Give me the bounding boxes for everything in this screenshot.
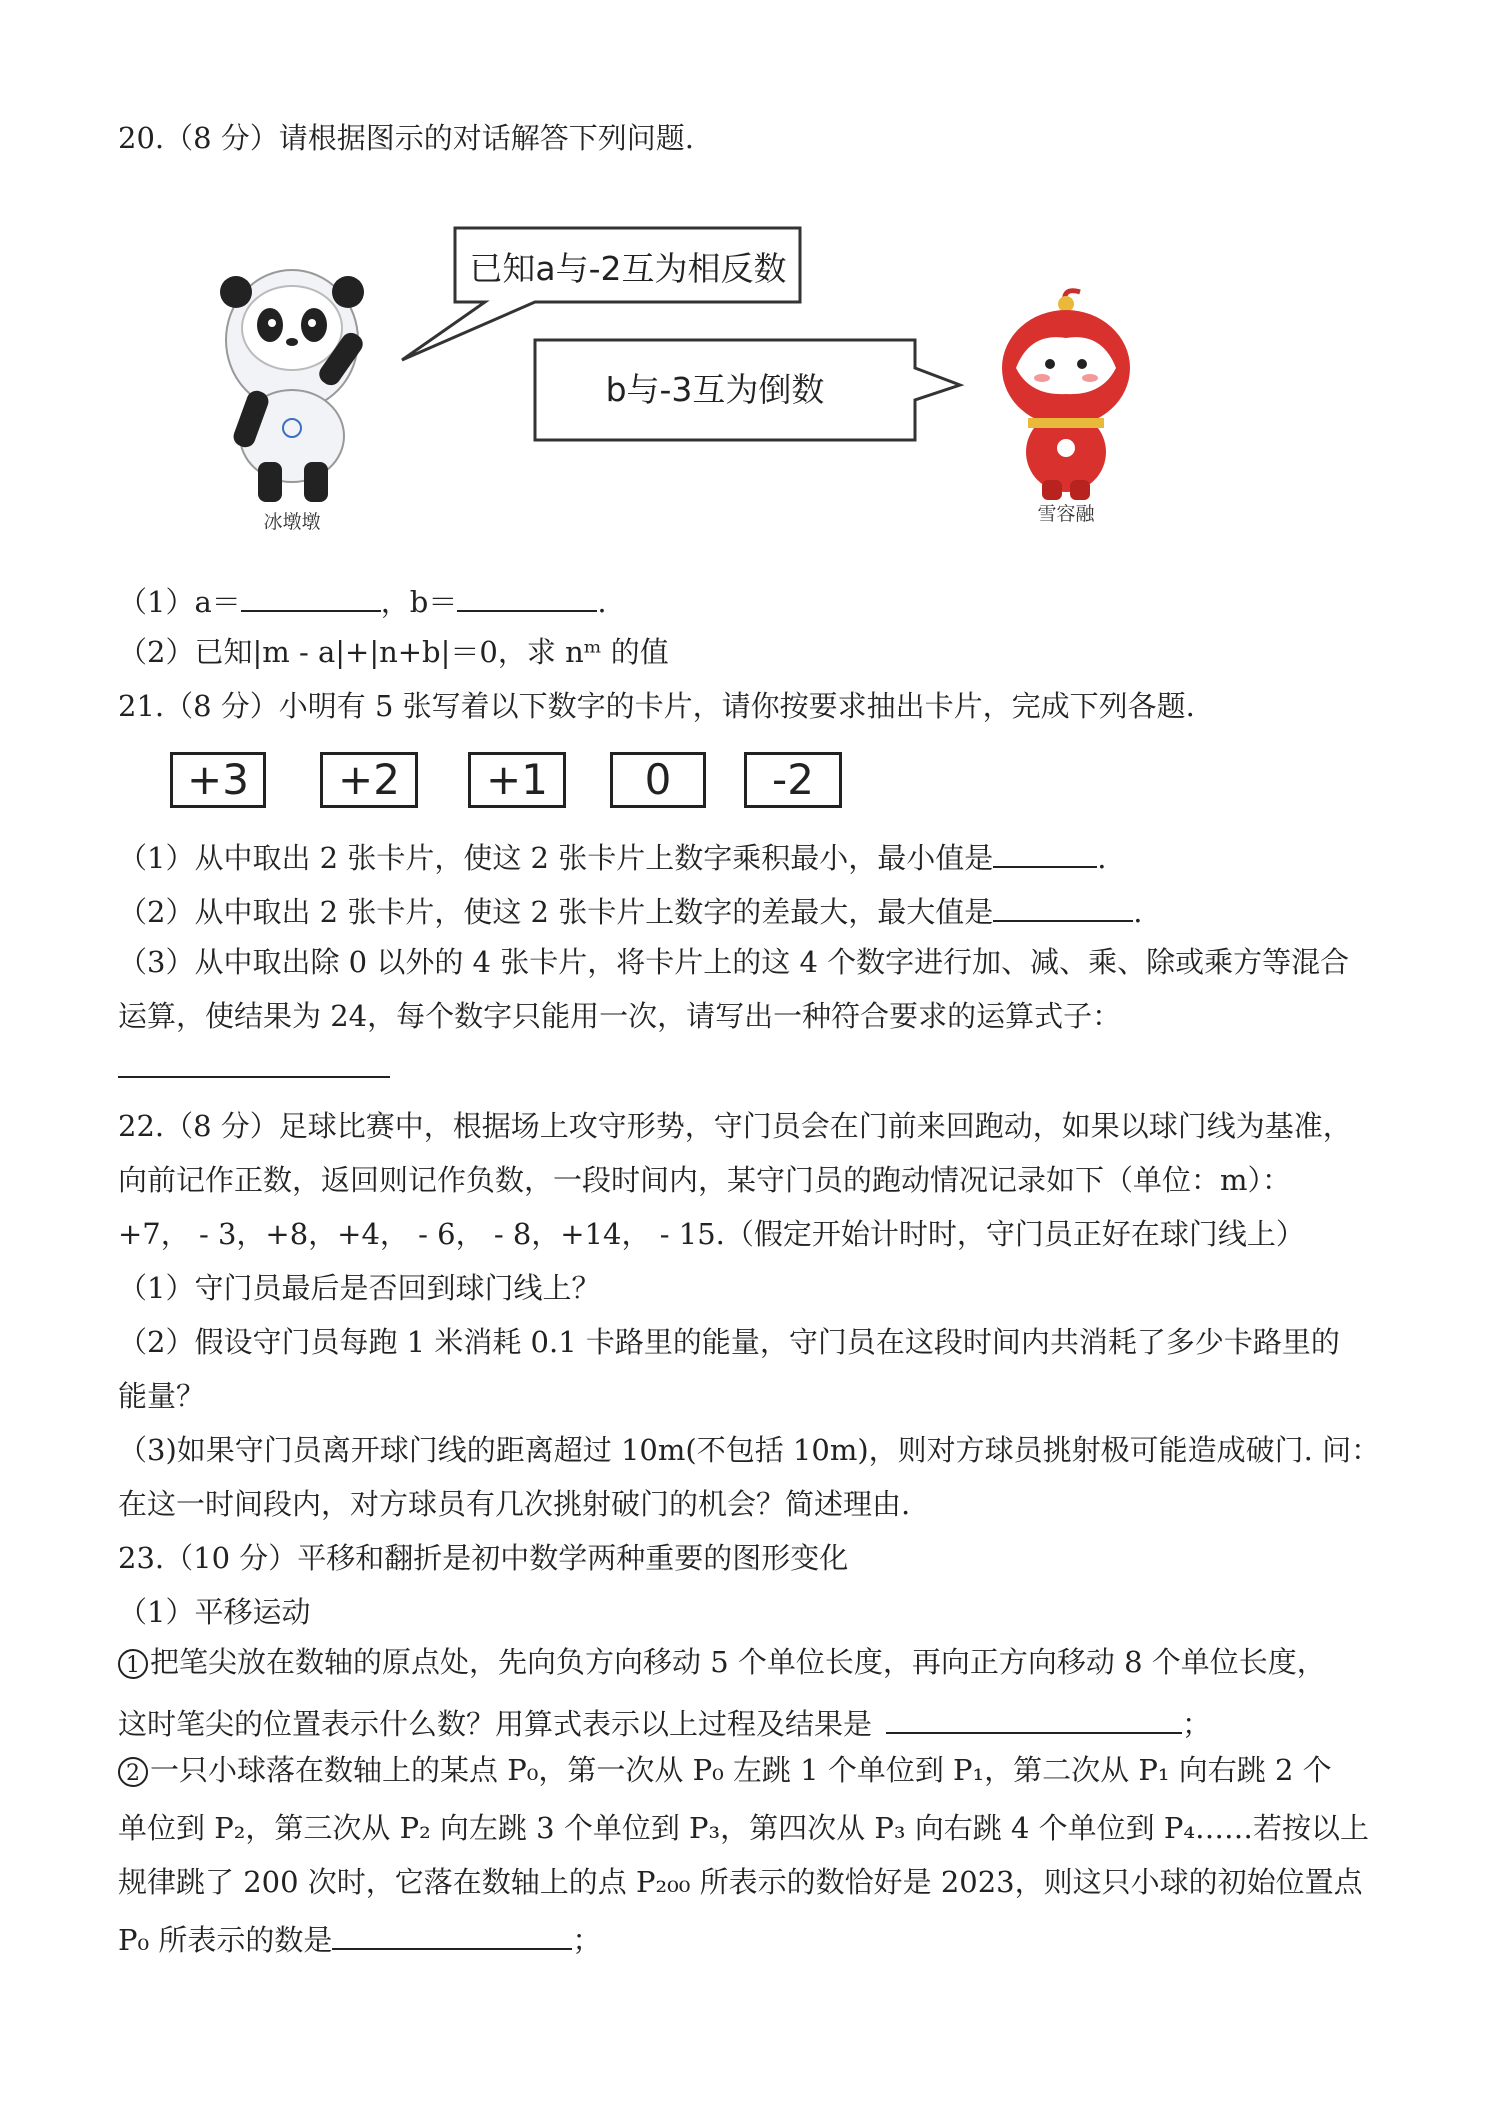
q21-part3-line1: （3）从中取出除 0 以外的 4 张卡片，将卡片上的这 4 个数字进行加、减、乘、除或乘方等混合 [118, 945, 1350, 979]
circled-number-1: 1 [118, 1649, 148, 1679]
q21-part2: （2）从中取出 2 张卡片，使这 2 张卡片上数字的差最大，最大值是 . [118, 895, 1143, 929]
q22-part1: （1）守门员最后是否回到球门线上？ [118, 1271, 601, 1305]
q22-part2-line2: 能量？ [118, 1379, 206, 1413]
q22-record: +7， - 3，+8，+4， - 6， - 8，+14， - 15.（假定开始计时时，守门员正好在球门线上） [118, 1217, 1305, 1251]
card-plus-3: +3 [170, 752, 266, 808]
q23-c1-line1: 1 把笔尖放在数轴的原点处，先向负方向移动 5 个单位长度，再向正方向移动 8 个单位长度， [118, 1648, 1326, 1679]
card-plus-2: +2 [320, 752, 418, 808]
answer-blank-b[interactable] [457, 584, 597, 612]
q23-c2-line3: 规律跳了 200 次时，它落在数轴上的点 P₂₀₀ 所表示的数恰好是 2023，则这只小球的初始位置点 [118, 1865, 1363, 1899]
q20-part1: （1）a＝ ，b＝ . [118, 585, 607, 619]
card-zero: 0 [610, 752, 706, 808]
q21-part3-line2: 运算，使结果为 24，每个数字只能用一次，请写出一种符合要求的运算式子： [118, 999, 1122, 1033]
q23-title: 23.（10 分）平移和翻折是初中数学两种重要的图形变化 [118, 1541, 849, 1575]
dialogue-illustration [0, 200, 1492, 540]
q23-sub1: （1）平移运动 [118, 1595, 311, 1629]
lantern-mascot-icon [1002, 291, 1130, 500]
q20-title: 20.（8 分）请根据图示的对话解答下列问题. [118, 121, 695, 155]
q23-c2-line1: 2 一只小球落在数轴上的某点 P₀，第一次从 P₀ 左跳 1 个单位到 P₁，第二次从 P₁ 向右跳 2 个 [118, 1756, 1332, 1787]
panda-mascot-icon [220, 270, 367, 502]
card-minus-2: -2 [744, 752, 842, 808]
answer-blank-a[interactable] [241, 584, 381, 612]
panda-caption: 冰墩墩 [263, 511, 321, 533]
bubble-1-text: 已知a与-2互为相反数 [469, 249, 787, 288]
q23-c2-line4: P₀ 所表示的数是 ； [118, 1923, 602, 1957]
circled-number-2: 2 [118, 1757, 148, 1787]
q23-c2-line2: 单位到 P₂，第三次从 P₂ 向左跳 3 个单位到 P₃，第四次从 P₃ 向右跳 4 个单位到 P₄……若按以上 [118, 1811, 1369, 1845]
q22-part3-line1: （3)如果守门员离开球门线的距离超过 10m(不包括 10m)，则对方球员挑射极可能造成破门. 问： [118, 1433, 1381, 1467]
q20-part2: （2）已知|m - a|+|n+b|＝0，求 nᵐ 的值 [118, 635, 669, 669]
q21-title: 21.（8 分）小明有 5 张写着以下数字的卡片，请你按要求抽出卡片，完成下列各题. [118, 689, 1195, 723]
q22-line1: 22.（8 分）足球比赛中，根据场上攻守形势，守门员会在门前来回跑动，如果以球门线为基准， [118, 1109, 1352, 1143]
answer-blank-pen-position[interactable] [886, 1706, 1182, 1734]
q22-part3-line2: 在这一时间段内，对方球员有几次挑射破门的机会？简述理由. [118, 1487, 911, 1521]
answer-blank-max-difference[interactable] [993, 894, 1133, 922]
q22-line2: 向前记作正数，返回则记作负数，一段时间内，某守门员的跑动情况记录如下（单位：m）： [118, 1163, 1292, 1197]
answer-blank-initial-point[interactable] [332, 1922, 572, 1950]
answer-blank-expression[interactable] [118, 1076, 390, 1078]
q21-part1: （1）从中取出 2 张卡片，使这 2 张卡片上数字乘积最小，最小值是 . [118, 841, 1107, 875]
answer-blank-min-product[interactable] [993, 840, 1097, 868]
card-plus-1: +1 [468, 752, 566, 808]
bubble-2-text: b与-3互为倒数 [605, 370, 825, 409]
q23-c1-line2: 这时笔尖的位置表示什么数？用算式表示以上过程及结果是 ； [118, 1707, 1212, 1741]
lantern-caption: 雪容融 [1037, 503, 1095, 525]
q22-part2-line1: （2）假设守门员每跑 1 米消耗 0.1 卡路里的能量，守门员在这段时间内共消耗了多少卡路里的 [118, 1325, 1340, 1359]
